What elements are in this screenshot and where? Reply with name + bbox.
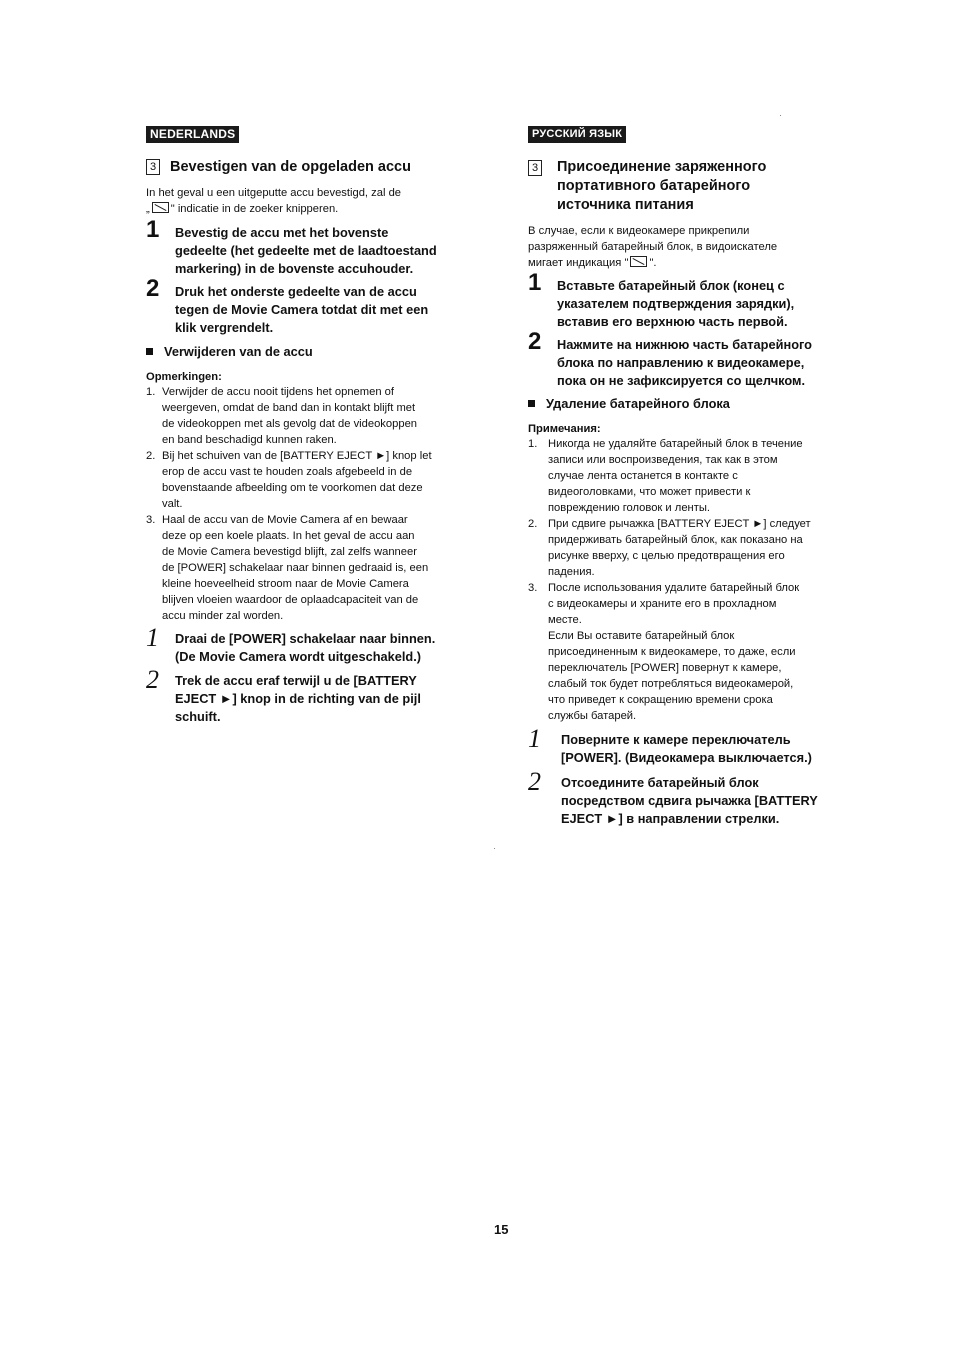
step-text: Поверните к камере переключатель [POWER]. (Видеокамера выключается.) [561,732,812,765]
bullet-square-icon [528,400,535,407]
battery-warning-icon [630,256,647,267]
intro-text-nl [146,185,476,217]
section-heading-nl [146,158,411,177]
notes-label-nl: Opmerkingen: [146,371,222,383]
step-text: Нажмите на нижнюю часть батарейного блока по направлению к видеокамере, пока он не зафиксируется со щелчком. [557,337,813,388]
bullet-square-icon [146,348,153,355]
step-text: Bevestig de accu met het bovenste gedeelte (het gedeelte met de laadtoestand markering) in de bovenste accuhouder. [175,225,437,276]
intro-line-nl: In het geval u een uitgeputte accu bevestigd, zal de [146,187,402,199]
scan-speck [494,848,495,849]
section-number-ru: 3 [528,160,542,176]
section-number-nl: 3 [146,159,160,175]
section-heading-ru [528,158,766,215]
step-text: Вставьте батарейный блок (конец с указателем подтверждения зарядки), вставив его верхнюю часть первой. [557,278,795,329]
language-badge-nl: NEDERLANDS [146,126,239,143]
notes-label-ru: Примечания: [528,423,601,435]
step-number: 2 [528,328,542,355]
remove-heading-nl: Verwijderen van de accu [146,343,313,361]
step-number: 2 [146,665,159,694]
battery-warning-icon [152,202,169,213]
step-number: 2 [528,767,541,796]
remove-heading-ru: Удаление батарейного блока [528,395,730,413]
scan-speck [780,115,781,116]
page-number: 15 [494,1222,509,1237]
section-title-nl: Bevestigen van de opgeladen accu [170,159,411,175]
intro-text-ru: В случае, если к видеокамере прикрепили разряженный батарейный блок, в видоискателе мигает индикация " ". [528,225,778,269]
step-text: Druk het onderste gedeelte van de accu tegen de Movie Camera totdat dit met een klik vergrendelt. [175,284,429,335]
step-number: 2 [146,275,160,302]
step-text: Draai de [POWER] schakelaar naar binnen. (De Movie Camera wordt uitgeschakeld.) [175,631,436,664]
step-number: 1 [528,269,542,296]
section-title-ru: Присоединение заряженного портативного батарейного источника питания [557,159,767,213]
step-number: 1 [528,724,541,753]
step-text: Trek de accu eraf terwijl u de [BATTERY EJECT ►] knop in de richting van de pijl schuift. [175,673,421,724]
step-number: 1 [146,623,159,652]
step-text: Отсоедините батарейный блок посредством сдвига рычажка [BATTERY EJECT ►] в направлении стрелки. [561,775,818,826]
language-badge-ru: РУССКИЙ ЯЗЫК [528,126,626,143]
intro-line-nl: „ " indicatie in de zoeker knipperen. [146,203,339,215]
step-number: 1 [146,216,160,243]
